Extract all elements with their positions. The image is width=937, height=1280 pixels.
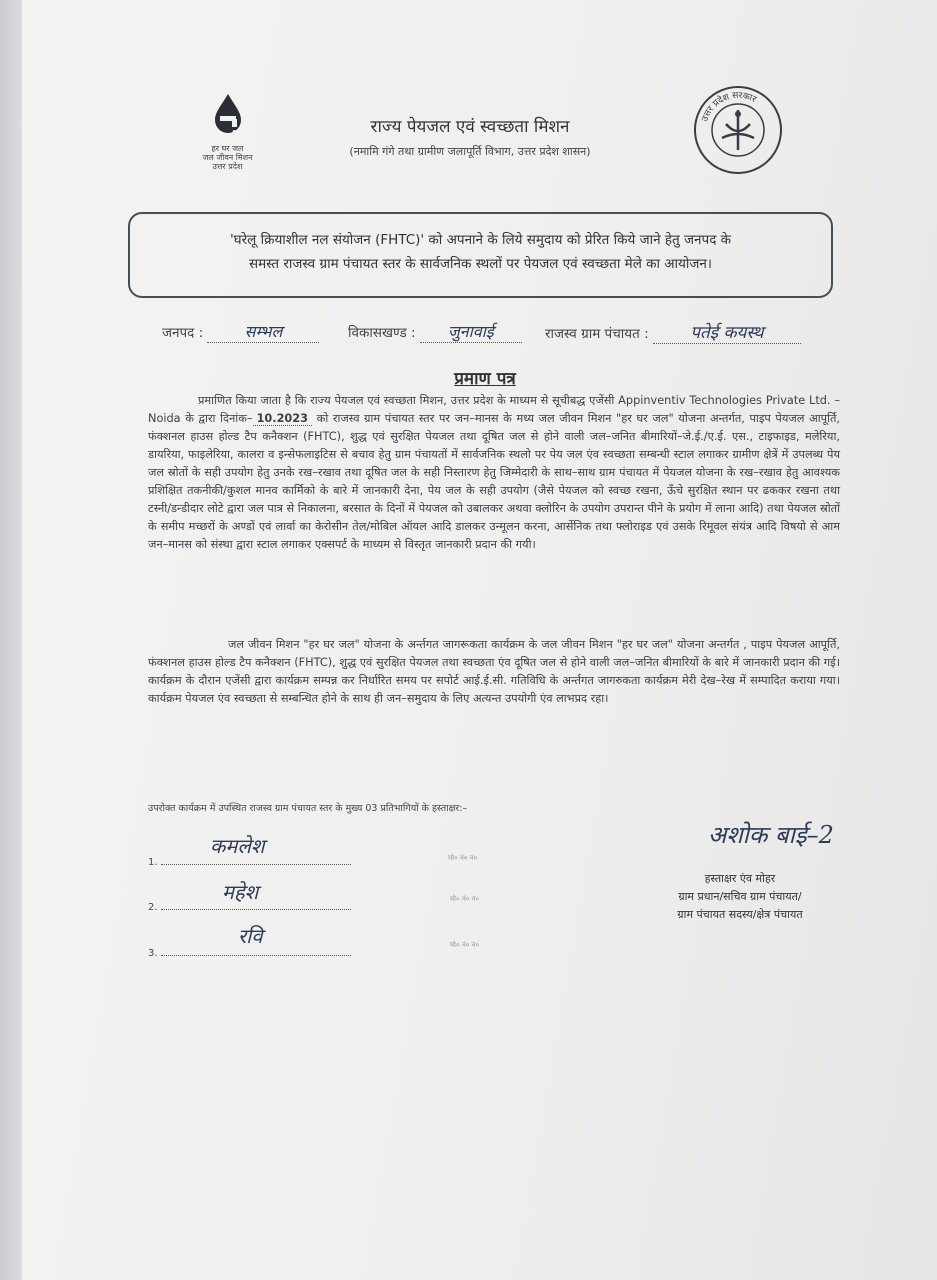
para1-rest: को राजस्व ग्राम पंचायत स्तर पर जन–मानस के मध्य जल जीवन मिशन "हर घर जल" योजना अन्तर्गत, पाइप पेयजल आपूर्ति, फंक्शनल हाउस होल्ड टैप कनैक्शन (FHTC), शुद्ध एवं सुरक्षित पेयजल तथा दूषित जल से होने वाली जल–जनित बीमारियों–जे.ई./ए.ई. एस., टाइफाइड, मलेरिया, डायरिया, फाइलेरिया, कालरा व इन्सेफलाइटिस से बचाव हेतु ग्राम पंचायतों में सार्वजनिक स्थलो पर पेय जल एंव स्वच्छता सम्बन्धी स्टाल लगाकर ग्रामीण क्षेत्रें में उपलब्ध पेय जल स्रोतों के सही उपयोग हेतु उनके रख–रखाव तथा दूषित जल के सही निस्तारण हेतु जिम्मेदारी के साथ–साथ ग्राम पंचायत में पेयजल योजना के रख–रखाव हेतु आवश्यक प्रशिक्षित तकनीकी/कुशल मानव कार्मिको के बारे में जानकारी देना, पेय जल के सही उपयोग (जैसे पेयजल को स्वच्छ रखना, ऊँचे सुरक्षित स्थान पर ढककर रखना तथा टस्नी/डन्डीदार लोटे द्वारा जल पात्र से निकालना, बरसात के दिनों में पेयजल को उबालकर अथवा क्लोरिन के उपयोग उपरान्त पीने के प्रयोग में लाना आदि) तथा पेयजल स्रोतों के समीप मच्छरों के अण्डों एवं लार्वा का केरोसीन तेल/मोबिल ऑयल आदि डालकर उन्मूलन करना, आर्सेनिक तथा फ्लोराइड एवं उसके रिमूवल संयंत्र आदि विषयो से आम जन–मानस को संस्था द्वारा स्टाल लगाकर एक्सपर्ट के माध्यम से विस्तृत जानकारी प्रदान की गयी। (148, 412, 840, 551)
district-value: सम्भल (244, 322, 283, 341)
certificate-paragraph-1 (148, 392, 840, 554)
participant-row: 3. (148, 948, 351, 959)
seal-text: उत्तर प्रदेश सरकार (700, 90, 758, 124)
certificate-paragraph-2: जल जीवन मिशन "हर घर जल" योजना के अर्न्तगत जागरूकता कार्यक्रम के जल जीवन मिशन "हर घर जल" योजना अन्तर्गत , पाइप पेयजल आपूर्ति, फंक्शनल हाउस होल्ड टैप कनैक्शन (FHTC), शुद्ध एवं सुरक्षित पेयजल तथा स्वच्छता एंव दूषित जल से होने वाली जल–जनित बीमारियों के बारे में जानकारी प्रदान की गई। कार्यक्रम के दौरान एजेंसी द्वारा कार्यक्रम सम्पन्न कर निर्धारित समय पर सपोर्ट आई.ई.सी. गतिविधि के अर्न्तगत जागरुकता कार्यक्रम मेरी देख–रेख में सम्पादित कराया गया। कार्यक्रम पेयजल एंव स्वच्छता से सम्बन्धित होने के साथ ही जन–समुदाय के लिए अत्यन्त उपयोगी एंव लाभप्रद रहा। (148, 638, 840, 705)
block-field (348, 320, 522, 343)
event-date: 10.2023 (253, 412, 312, 426)
logo-caption-1: हर घर जल (211, 144, 244, 153)
mission-title: राज्य पेयजल एवं स्वच्छता मिशन (370, 117, 570, 137)
signatory-line-3: ग्राम पंचायत सदस्य/क्षेत्र पंचायत (677, 908, 803, 921)
certificate-title: प्रमाण पत्र (454, 369, 516, 389)
seal-emblem-icon (692, 84, 784, 176)
har-ghar-jal-logo (190, 92, 265, 171)
panchayat-value: पतेई कयस्थ (690, 323, 764, 343)
participant-2-mobile: मो० नं० न० (450, 895, 480, 903)
subject-line-1: 'घरेलू क्रियाशील नल संयोजन (FHTC)' को अपनाने के लिये समुदाय को प्रेरित किये जाने हेतु जनपद के (229, 232, 732, 248)
district-field (162, 320, 319, 343)
participant-3-signature: रवि (238, 924, 263, 948)
logo-caption-2: जल जीवन मिशन (202, 153, 253, 162)
mission-subtitle: (नमामि गंगे तथा ग्रामीण जलापूर्ति विभाग, उत्तर प्रदेश शासन) (349, 145, 591, 158)
participant-row: 1. (148, 857, 351, 868)
participant-3-mobile: मो० नं० न० (450, 941, 480, 949)
signatory-block (640, 870, 840, 924)
subject-line-2: समस्त राजस्व ग्राम पंचायत स्तर के सार्वजनिक स्थलों पर पेयजल एवं स्वच्छता मेले का आयोजन। (248, 256, 713, 272)
logo-caption-3: उत्तर प्रदेश (212, 162, 243, 171)
water-tap-icon (205, 92, 251, 144)
participant-1-signature: कमलेश (210, 834, 265, 858)
participant-1-mobile: मो० नं० न० (448, 854, 478, 862)
para1-start: प्रमाणित किया जाता है कि राज्य पेयजल एवं स्वच्छता मिशन, उत्तर प्रदेश के माध्यम से सूचीबद्ध एजेंसी Appinventiv Technologies Private Ltd. – Noida के द्वारा दिनांक– (148, 394, 840, 425)
participant-row: 2. (148, 902, 351, 913)
panchayat-field (545, 320, 801, 344)
block-value: जुनावाई (447, 322, 494, 341)
block-label: विकासखण्ड : (348, 325, 416, 341)
panchayat-label: राजस्व ग्राम पंचायत : (545, 326, 649, 342)
subject-box (128, 212, 833, 298)
up-government-seal (692, 84, 784, 180)
signatory-line-2: ग्राम प्रधान/सचिव ग्राम पंचायत/ (678, 890, 802, 903)
participants-intro: उपरोक्त कार्यक्रम में उपस्थित राजस्व ग्राम पंचायत स्तर के मुख्य 03 प्रतिभागियों के हस्ताक्षर:– (148, 803, 468, 814)
signatory-line-1: हस्ताक्षर एंव मोहर (704, 872, 776, 885)
district-label: जनपद : (162, 325, 204, 341)
participant-2-signature: महेश (222, 880, 259, 904)
scan-edge (0, 0, 22, 1280)
pradhan-signature: अशोक बाई–2 (708, 821, 834, 849)
